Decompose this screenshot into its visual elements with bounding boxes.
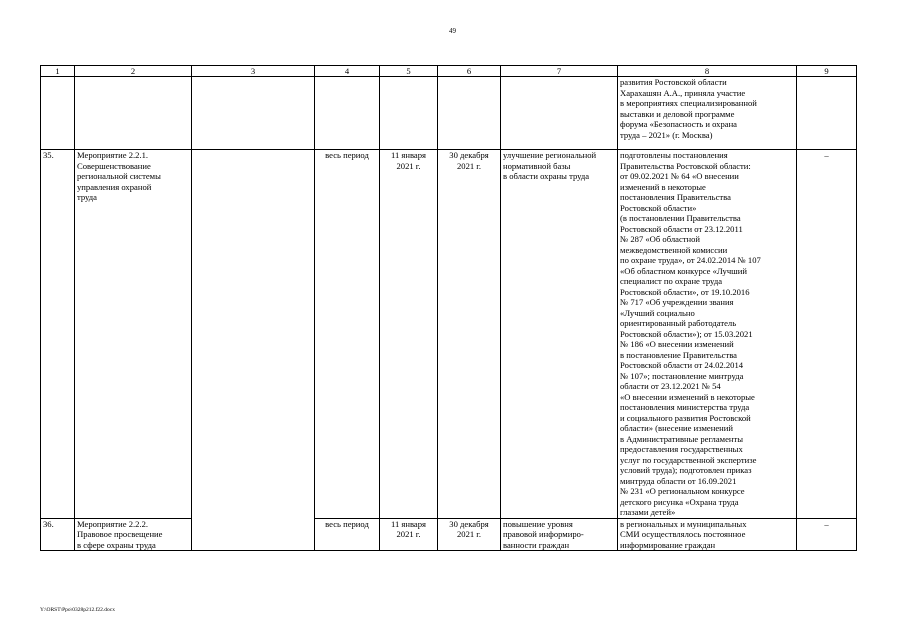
notes: –	[797, 150, 857, 519]
expected-result	[501, 77, 618, 150]
header-cell: 2	[75, 66, 192, 77]
end-date	[438, 77, 501, 150]
row-number: 35.	[41, 150, 75, 519]
end-date: 30 декабря 2021 г.	[438, 518, 501, 551]
period	[315, 77, 380, 150]
event-name: Мероприятие 2.2.2. Правовое просвещение в сфере охраны труда	[75, 518, 192, 551]
header-cell: 1	[41, 66, 75, 77]
start-date: 11 января 2021 г.	[380, 518, 438, 551]
page-number: 49	[449, 27, 456, 35]
file-path-footer: Y:\ORST\Ppo\0328p212.f22.docx	[40, 607, 115, 613]
header-cell: 8	[618, 66, 797, 77]
report-table	[40, 65, 857, 551]
expected-result: повышение уровня правовой информиро- ванности граждан	[501, 518, 618, 551]
header-row	[41, 66, 857, 77]
actual-result: в региональных и муниципальных СМИ осуществлялось постоянное информирование граждан	[618, 518, 797, 551]
row-number: 36.	[41, 518, 75, 551]
header-cell: 9	[797, 66, 857, 77]
start-date: 11 января 2021 г.	[380, 150, 438, 519]
table-row-36	[41, 518, 857, 551]
table-row-continuation	[41, 77, 857, 150]
executor	[192, 77, 315, 150]
header-cell: 7	[501, 66, 618, 77]
start-date	[380, 77, 438, 150]
table-row-35	[41, 150, 857, 519]
actual-result: подготовлены постановления Правительства Ростовской области: от 09.02.2021 № 64 «О внесении изменений в некоторые постановления Правительства Ростовской области» (в постановлении Правительства Ростовской области от 23.12.2011 № 287 «Об областной межведомственной комиссии по охране труда», от 24.02.2014 № 107 «Об областном конкурсе «Лучший специалист по охране труда Ростовской области», от 19.10.2016 № 717 «Об учреждении звания «Лучший социально ориентированный работодатель Ростовской области»); от 15.03.2021 № 186 «О внесении изменений в постановление Правительства Ростовской области от 24.02.2014 № 107»; постановление минтруда области от 23.12.2021 № 54 «О внесении изменений в некоторые постановления министерства труда и социального развития Ростовской области» (внесение изменений в Административные регламенты предоставления государственных услуг по государственной экспертизе условий труда); подготовлен приказ минтруда области от 16.09.2021 № 231 «О региональном конкурсе детского рисунка «Охрана труда глазами детей»	[618, 150, 797, 519]
notes	[797, 77, 857, 150]
expected-result: улучшение региональной нормативной базы в области охраны труда	[501, 150, 618, 519]
notes: –	[797, 518, 857, 551]
period: весь период	[315, 518, 380, 551]
end-date: 30 декабря 2021 г.	[438, 150, 501, 519]
event-name: Мероприятие 2.2.1. Совершенствование региональной системы управления охраной труда	[75, 150, 192, 519]
period: весь период	[315, 150, 380, 519]
header-cell: 3	[192, 66, 315, 77]
header-cell: 6	[438, 66, 501, 77]
event-name	[75, 77, 192, 150]
actual-result: развития Ростовской области Харахашян А.А., приняла участие в мероприятиях специализированной выставки и деловой программе форума «Безопасность и охрана труда – 2021» (г. Москва)	[618, 77, 797, 150]
row-number	[41, 77, 75, 150]
executor	[192, 150, 315, 551]
header-cell: 4	[315, 66, 380, 77]
header-cell: 5	[380, 66, 438, 77]
